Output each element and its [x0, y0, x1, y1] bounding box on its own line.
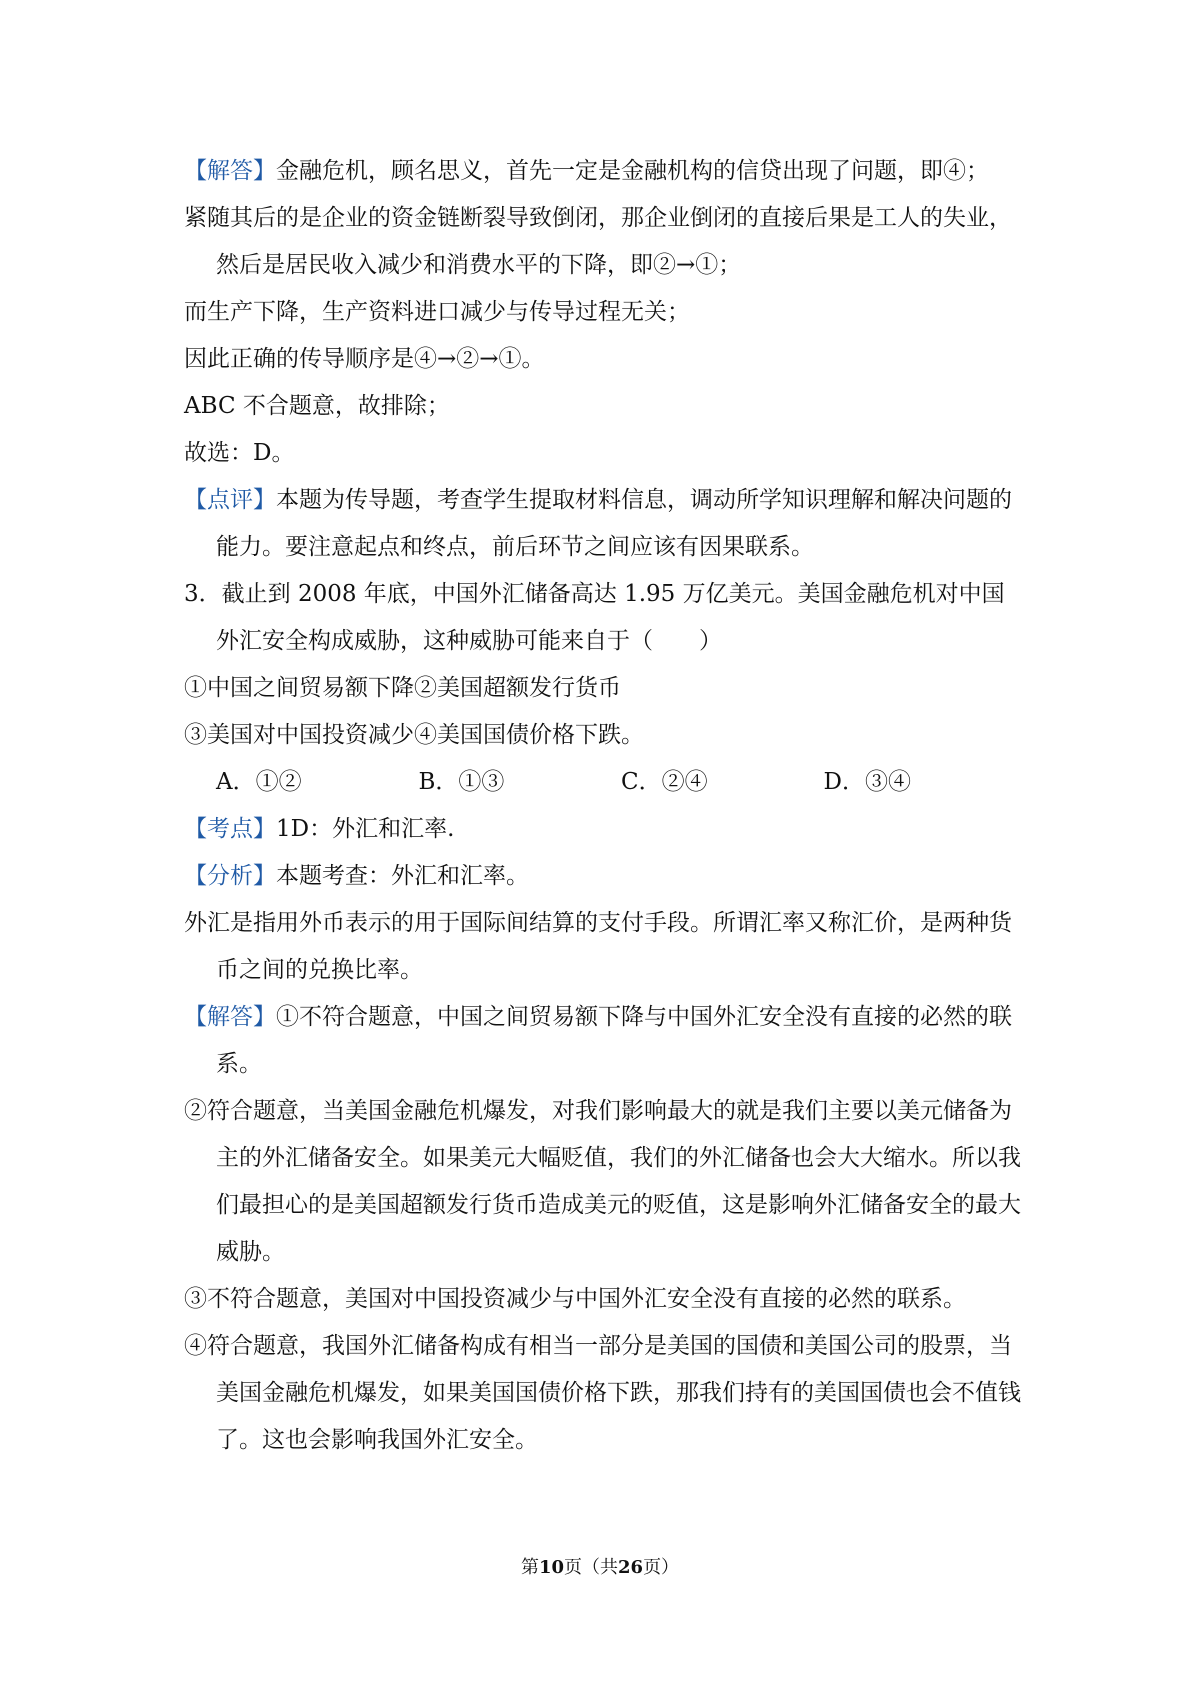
- section-tag: 【解答】: [184, 1004, 276, 1030]
- paragraph: [184, 336, 1026, 383]
- footer-page-number: 10: [538, 1557, 564, 1578]
- paragraph-text: ③不符合题意，美国对中国投资减少与中国外汇安全没有直接的必然的联系。: [184, 1286, 966, 1312]
- paragraph-text: 故选：D。: [184, 440, 295, 466]
- paragraph: [184, 1276, 1026, 1323]
- paragraph-text: 3．截止到 2008 年底，中国外汇储备高达 1.95 万亿美元。美国金融危机对中国外汇安全构成威胁，这种威胁可能来自于（ ）: [184, 581, 1005, 654]
- paragraph: [184, 1323, 1026, 1464]
- paragraph: [184, 1088, 1026, 1276]
- paragraph: [184, 383, 1026, 430]
- answer-section-q3: [184, 806, 1026, 1464]
- paragraph: [184, 289, 1026, 336]
- paragraph: [184, 477, 1026, 571]
- paragraph-text: 本题考查：外汇和汇率。: [276, 863, 529, 889]
- option-b: B．①③: [418, 769, 505, 795]
- paragraph-text: ④符合题意，我国外汇储备构成有相当一部分是美国的国债和美国公司的股票，当美国金融危机爆发，如果美国国债价格下跌，那我们持有的美国国债也会不值钱了。这也会影响我国外汇安全。: [184, 1333, 1021, 1453]
- paragraph-text: ①不符合题意，中国之间贸易额下降与中国外汇安全没有直接的必然的联系。: [216, 1004, 1012, 1077]
- paragraph: [184, 853, 1026, 900]
- paragraph: [184, 665, 1026, 712]
- paragraph-text: 1D：外汇和汇率.: [276, 816, 455, 842]
- paragraph-text: ABC 不合题意，故排除；: [184, 393, 450, 419]
- answer-section-q2: [184, 148, 1026, 759]
- footer-total-pages: 26: [618, 1557, 644, 1578]
- paragraph-text: 而生产下降，生产资料进口减少与传导过程无关；: [184, 299, 690, 325]
- paragraph-text: 紧随其后的是企业的资金链断裂导致倒闭，那企业倒闭的直接后果是工人的失业，然后是居民收入减少和消费水平的下降，即②→①；: [184, 205, 1012, 278]
- paragraph-text: 本题为传导题，考查学生提取材料信息，调动所学知识理解和解决问题的能力。要注意起点和终点，前后环节之间应该有因果联系。: [216, 487, 1012, 560]
- section-tag: 【点评】: [184, 487, 276, 513]
- paragraph: [184, 571, 1026, 665]
- section-tag: 【解答】: [184, 158, 276, 184]
- paragraph-text: 金融危机，顾名思义，首先一定是金融机构的信贷出现了问题，即④；: [276, 158, 989, 184]
- section-tag: 【分析】: [184, 863, 276, 889]
- option-c: C．②④: [621, 769, 708, 795]
- paragraph: [184, 148, 1026, 195]
- page-footer: [0, 1556, 1200, 1580]
- paragraph-text: 外汇是指用外币表示的用于国际间结算的支付手段。所谓汇率又称汇价，是两种货币之间的兑换比率。: [184, 910, 1012, 983]
- paragraph: [184, 430, 1026, 477]
- option-d: D．③④: [823, 769, 911, 795]
- choice-options: [184, 759, 1026, 806]
- paragraph-text: ①中国之间贸易额下降②美国超额发行货币: [184, 675, 621, 701]
- paragraph: [184, 195, 1026, 289]
- option-a: A．①②: [216, 769, 302, 795]
- paragraph: [184, 900, 1026, 994]
- paragraph-text: ③美国对中国投资减少④美国国债价格下跌。: [184, 722, 644, 748]
- document-body: [184, 148, 1026, 1464]
- paragraph-text: ②符合题意，当美国金融危机爆发，对我们影响最大的就是我们主要以美元储备为主的外汇储备安全。如果美元大幅贬值，我们的外汇储备也会大大缩水。所以我们最担心的是美国超额发行货币造成美元的贬值，这是影响外汇储备安全的最大威胁。: [184, 1098, 1021, 1265]
- footer-suffix: 页）: [643, 1557, 680, 1578]
- footer-prefix: 第: [520, 1557, 539, 1578]
- section-tag: 【考点】: [184, 816, 276, 842]
- paragraph-text: 因此正确的传导顺序是④→②→①。: [184, 346, 545, 372]
- paragraph: [184, 806, 1026, 853]
- paragraph: [184, 994, 1026, 1088]
- footer-middle: 页（共: [564, 1557, 618, 1578]
- paragraph: [184, 712, 1026, 759]
